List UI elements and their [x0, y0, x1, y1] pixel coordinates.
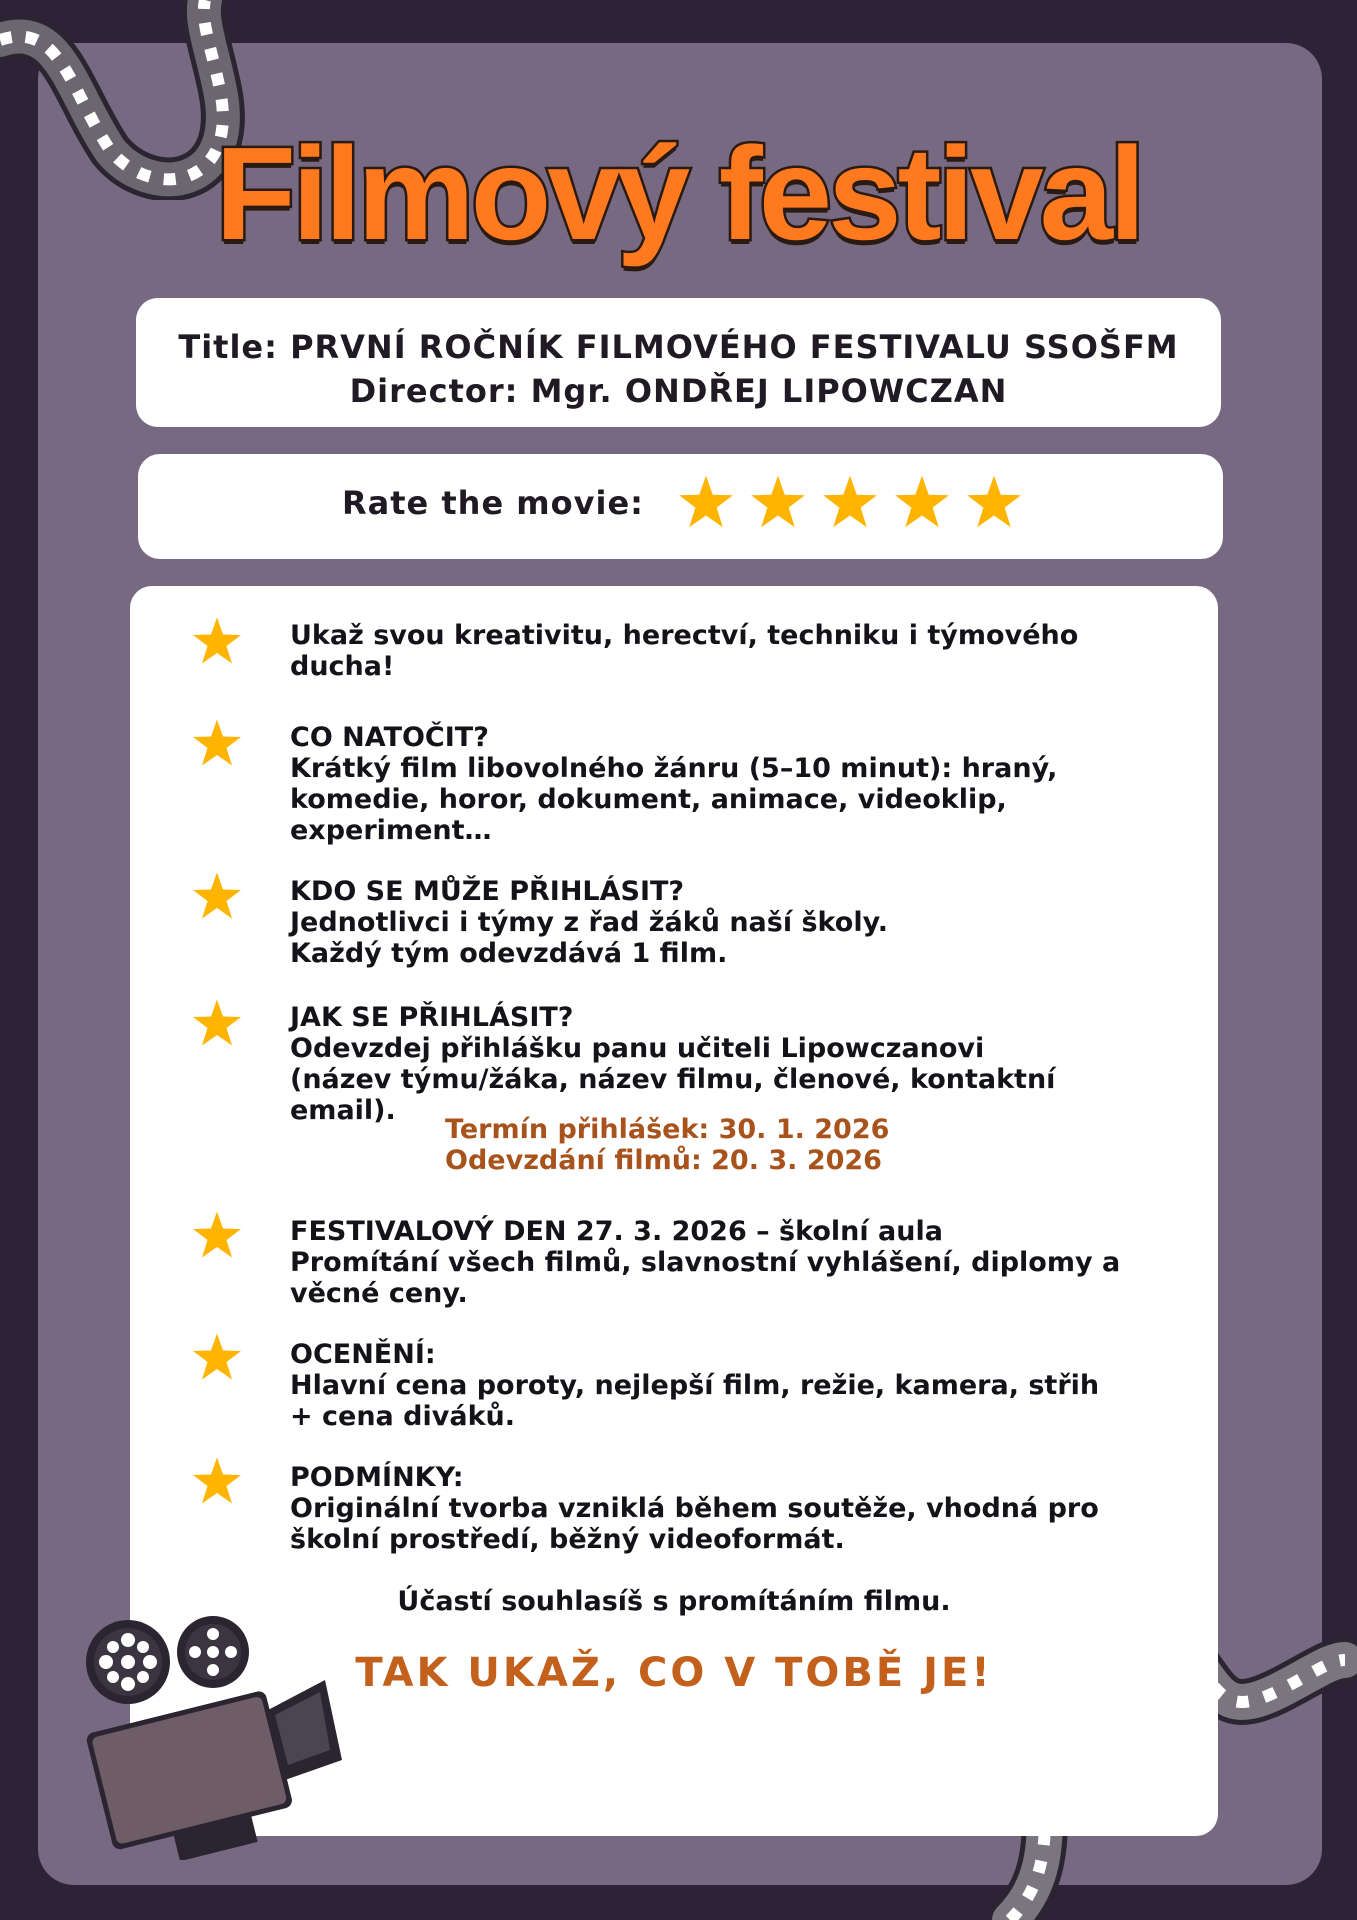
item-heading: JAK SE PŘIHLÁSIT? [290, 1002, 574, 1033]
rating-star-5[interactable] [966, 474, 1022, 530]
item-body: Ukaž svou kreativitu, herectví, techniku i týmového ducha! [290, 620, 1079, 682]
slogan: TAK UKAŽ, CO V TOBĚ JE! [355, 1650, 993, 1696]
item-text [290, 1339, 1170, 1432]
rating-card [138, 454, 1223, 559]
item-text [290, 1462, 1170, 1555]
item-body: Hlavní cena poroty, nejlepší film, režie, kamera, střih + cena diváků. [290, 1370, 1100, 1432]
rating-star-3[interactable] [822, 474, 878, 530]
star-icon [192, 1210, 242, 1264]
item-body: Jednotlivci i týmy z řad žáků naší školy. Každý tým odevzdává 1 film. [290, 907, 888, 969]
item-body: Odevzdej přihlášku panu učiteli Lipowczanovi (název týmu/žáka, název filmu, členové, kontaktní email). [290, 1033, 1056, 1126]
star-icon [192, 1456, 242, 1510]
film-submission-deadline: Odevzdání filmů: 20. 3. 2026 [445, 1145, 882, 1176]
item-body: Originální tvorba vzniklá během soutěže, vhodná pro školní prostředí, běžný videoformát. [290, 1493, 1099, 1555]
rating-stars[interactable] [678, 474, 1022, 530]
item-text [290, 620, 1170, 682]
movie-title-line: Title: PRVNÍ ROČNÍK FILMOVÉHO FESTIVALU SSOŠFM [178, 328, 1179, 366]
item-text [290, 722, 1170, 846]
star-icon [192, 871, 242, 925]
star-icon [192, 616, 242, 670]
item-text [290, 1216, 1170, 1309]
movie-camera-icon [80, 1610, 350, 1860]
star-icon [192, 998, 242, 1052]
deadlines [445, 1114, 1045, 1176]
rating-label: Rate the movie: [342, 484, 644, 522]
item-body: Promítání všech filmů, slavnostní vyhlášení, diplomy a věcné ceny. [290, 1247, 1121, 1309]
star-icon [192, 718, 242, 772]
item-heading: PODMÍNKY: [290, 1462, 464, 1493]
application-deadline: Termín přihlášek: 30. 1. 2026 [445, 1114, 890, 1145]
rating-star-2[interactable] [750, 474, 806, 530]
consent-note: Účastí souhlasíš s promítáním filmu. [397, 1586, 951, 1617]
item-text [290, 876, 1170, 969]
item-heading: FESTIVALOVÝ DEN 27. 3. 2026 – školní aula [290, 1216, 943, 1247]
poster-title: Filmový festival [215, 120, 1142, 267]
item-heading: CO NATOČIT? [290, 722, 489, 753]
item-body: Krátký film libovolného žánru (5–10 minut): hraný, komedie, horor, dokument, animace, videoklip, experiment… [290, 753, 1058, 846]
item-heading: OCENĚNÍ: [290, 1339, 436, 1370]
item-heading: KDO SE MŮŽE PŘIHLÁSIT? [290, 876, 685, 907]
info-card [136, 298, 1221, 427]
director-line: Director: Mgr. ONDŘEJ LIPOWCZAN [349, 372, 1008, 410]
rating-star-4[interactable] [894, 474, 950, 530]
rating-star-1[interactable] [678, 474, 734, 530]
item-text [290, 1002, 1170, 1126]
star-icon [192, 1332, 242, 1386]
